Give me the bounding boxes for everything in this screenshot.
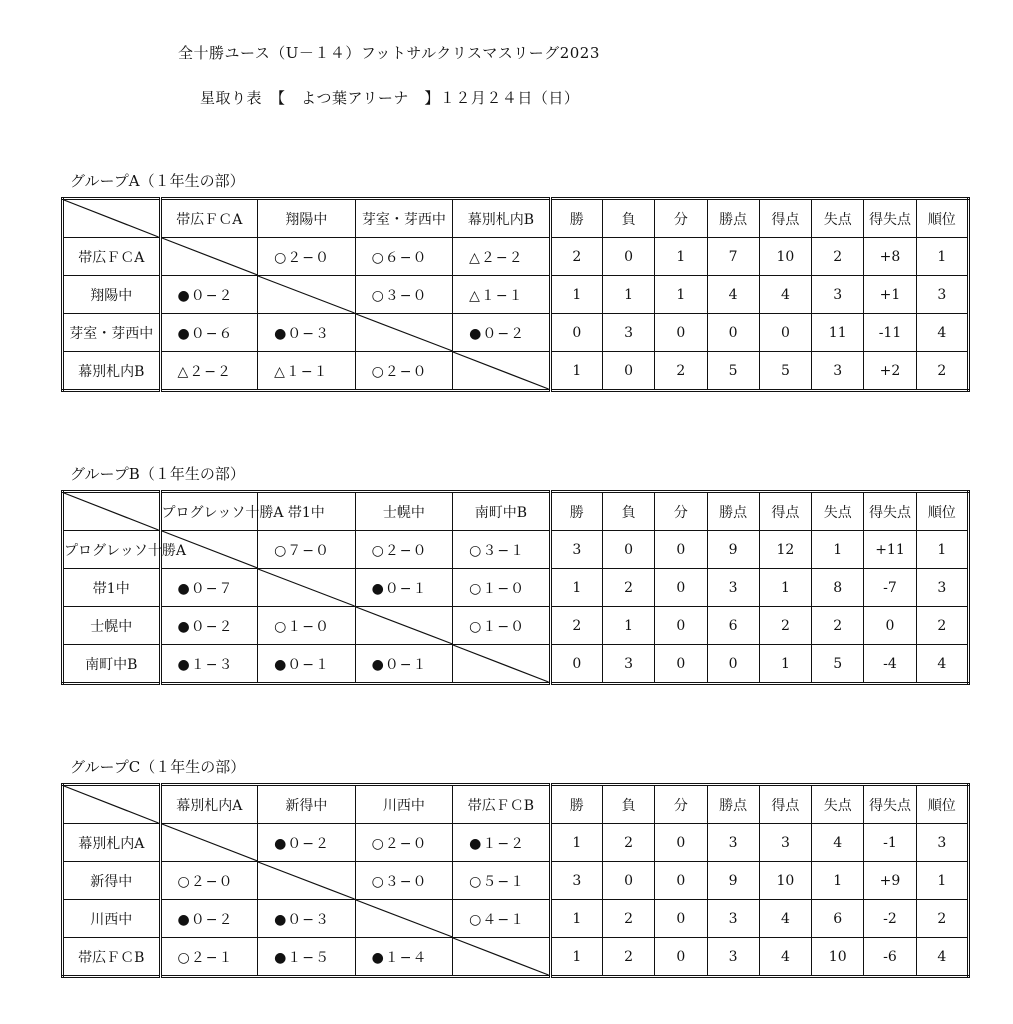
stat-value: 1	[812, 531, 864, 569]
group-label: グループB（１年生の部）	[70, 465, 245, 483]
team-name: 南町中B	[63, 645, 161, 684]
stat-value: +1	[864, 276, 916, 314]
match-result: △２−２	[453, 238, 551, 276]
stat-value: 2	[916, 900, 968, 938]
stat-value: 0	[759, 314, 811, 352]
stat-value: 1	[550, 569, 602, 607]
stat-value: 0	[602, 238, 654, 276]
stat-value: 2	[602, 824, 654, 862]
stat-value: 2	[759, 607, 811, 645]
stat-value: 3	[707, 569, 759, 607]
stat-value: 4	[916, 645, 968, 684]
stat-value: 3	[812, 352, 864, 391]
table-row	[63, 531, 969, 569]
match-result: ●０−６	[160, 314, 258, 352]
match-result: ●０−７	[160, 569, 258, 607]
stat-value: 1	[550, 938, 602, 977]
match-result: ○３−１	[453, 531, 551, 569]
team-header: プログレッソ十勝A	[160, 492, 258, 531]
team-name: 川西中	[63, 900, 161, 938]
stat-value: 0	[602, 862, 654, 900]
stat-value: 0	[864, 607, 916, 645]
stat-header: 順位	[916, 785, 968, 824]
stat-value: 1	[916, 862, 968, 900]
stat-header: 得点	[759, 785, 811, 824]
stat-value: 0	[550, 645, 602, 684]
stat-value: 4	[707, 276, 759, 314]
match-result: ○２−０	[355, 824, 453, 862]
stat-value: 3	[707, 824, 759, 862]
self-match-cell	[355, 314, 453, 352]
stat-value: +11	[864, 531, 916, 569]
stat-header: 負	[602, 785, 654, 824]
stat-value: 10	[759, 862, 811, 900]
stat-value: 5	[812, 645, 864, 684]
stat-value: 3	[812, 276, 864, 314]
stat-header: 失点	[812, 199, 864, 238]
self-match-cell	[258, 276, 356, 314]
self-match-cell	[453, 645, 551, 684]
match-result: ○１−０	[453, 569, 551, 607]
team-name: 帯広ＦＣB	[63, 938, 161, 977]
table-row	[63, 900, 969, 938]
self-match-cell	[258, 569, 356, 607]
stat-value: 1	[759, 569, 811, 607]
document-title: 全十勝ユース（U－１４）フットサルクリスマスリーグ2023	[178, 44, 600, 62]
stat-value: 1	[602, 276, 654, 314]
stat-header: 得失点	[864, 199, 916, 238]
league-table	[61, 783, 970, 978]
stat-header: 勝	[550, 785, 602, 824]
team-name: 芽室・芽西中	[63, 314, 161, 352]
stat-value: 3	[550, 531, 602, 569]
table-row	[63, 352, 969, 391]
stat-value: 1	[655, 238, 707, 276]
match-result: ○４−１	[453, 900, 551, 938]
stat-value: 3	[602, 645, 654, 684]
stat-value: 3	[916, 824, 968, 862]
table-row	[63, 276, 969, 314]
team-name: 士幌中	[63, 607, 161, 645]
stat-header: 分	[655, 199, 707, 238]
stat-value: 1	[550, 824, 602, 862]
stat-header: 勝点	[707, 492, 759, 531]
match-result: ●０−２	[160, 607, 258, 645]
stat-value: 0	[655, 824, 707, 862]
stat-value: +9	[864, 862, 916, 900]
match-result: ○７−０	[258, 531, 356, 569]
stat-value: 9	[707, 531, 759, 569]
stat-value: 1	[550, 276, 602, 314]
stat-value: 9	[707, 862, 759, 900]
team-name: 幕別札内A	[63, 824, 161, 862]
match-result: ●０−１	[355, 569, 453, 607]
table-row	[63, 314, 969, 352]
stat-value: 3	[916, 569, 968, 607]
stat-value: -4	[864, 645, 916, 684]
table-row	[63, 862, 969, 900]
match-result: ●０−１	[258, 645, 356, 684]
stat-header: 得失点	[864, 785, 916, 824]
stat-value: 6	[707, 607, 759, 645]
stat-value: 1	[602, 607, 654, 645]
stat-value: 1	[655, 276, 707, 314]
stat-value: 2	[812, 238, 864, 276]
stat-value: 0	[655, 531, 707, 569]
match-result: ●０−２	[160, 276, 258, 314]
stat-value: 0	[602, 531, 654, 569]
match-result: ○２−０	[258, 238, 356, 276]
stat-value: 2	[916, 352, 968, 391]
stat-value: 0	[655, 645, 707, 684]
match-result: ●０−２	[453, 314, 551, 352]
match-result: △１−１	[453, 276, 551, 314]
team-name: 幕別札内B	[63, 352, 161, 391]
table-row	[63, 824, 969, 862]
table-row	[63, 607, 969, 645]
stat-value: 1	[916, 238, 968, 276]
stat-value: 2	[602, 938, 654, 977]
self-match-cell	[160, 238, 258, 276]
match-result: ●０−１	[355, 645, 453, 684]
match-result: ○２−０	[355, 352, 453, 391]
team-header: 幕別札内A	[160, 785, 258, 824]
stat-value: 2	[655, 352, 707, 391]
match-result: ●１−３	[160, 645, 258, 684]
stat-value: 8	[812, 569, 864, 607]
team-name: 翔陽中	[63, 276, 161, 314]
stat-value: 0	[655, 569, 707, 607]
stat-value: 4	[916, 314, 968, 352]
league-table	[61, 490, 970, 685]
header-row	[63, 199, 969, 238]
team-header: 翔陽中	[258, 199, 356, 238]
stat-header: 得点	[759, 492, 811, 531]
stat-value: -2	[864, 900, 916, 938]
stat-value: +2	[864, 352, 916, 391]
team-header: 帯広ＦＣB	[453, 785, 551, 824]
stat-value: -11	[864, 314, 916, 352]
stat-value: 4	[812, 824, 864, 862]
stat-value: 0	[602, 352, 654, 391]
team-header: 芽室・芽西中	[355, 199, 453, 238]
stat-header: 勝点	[707, 199, 759, 238]
stat-value: 1	[550, 900, 602, 938]
stat-value: 2	[602, 569, 654, 607]
match-result: △２−２	[160, 352, 258, 391]
table-row	[63, 238, 969, 276]
stat-header: 勝	[550, 492, 602, 531]
stat-value: 2	[812, 607, 864, 645]
match-result: ○６−０	[355, 238, 453, 276]
stat-value: 7	[707, 238, 759, 276]
self-match-cell	[355, 900, 453, 938]
team-name: 帯1中	[63, 569, 161, 607]
stat-value: -6	[864, 938, 916, 977]
match-result: ○１−０	[453, 607, 551, 645]
match-result: △１−１	[258, 352, 356, 391]
stat-value: 4	[759, 900, 811, 938]
corner-cell	[63, 785, 161, 824]
team-header: 帯広ＦＣA	[160, 199, 258, 238]
document-subtitle: 星取り表 【 よつ葉アリーナ 】１２月２４日（日）	[200, 89, 580, 107]
header-row	[63, 492, 969, 531]
match-result: ●０−３	[258, 900, 356, 938]
stat-value: 4	[916, 938, 968, 977]
self-match-cell	[453, 938, 551, 977]
stat-value: 2	[916, 607, 968, 645]
stat-header: 得点	[759, 199, 811, 238]
stat-value: 2	[602, 900, 654, 938]
self-match-cell	[160, 531, 258, 569]
match-result: ●０−２	[258, 824, 356, 862]
stat-value: 0	[550, 314, 602, 352]
self-match-cell	[258, 862, 356, 900]
stat-value: 4	[759, 938, 811, 977]
team-header: 幕別札内B	[453, 199, 551, 238]
stat-value: 1	[550, 352, 602, 391]
self-match-cell	[453, 352, 551, 391]
stat-value: 0	[655, 862, 707, 900]
stat-value: +8	[864, 238, 916, 276]
table-row	[63, 645, 969, 684]
stat-value: 4	[759, 276, 811, 314]
stat-header: 順位	[916, 492, 968, 531]
stat-header: 順位	[916, 199, 968, 238]
stat-header: 負	[602, 199, 654, 238]
stat-value: 6	[812, 900, 864, 938]
league-table	[61, 197, 970, 392]
group-label: グループA（１年生の部）	[70, 172, 245, 190]
stat-value: -1	[864, 824, 916, 862]
team-header: 士幌中	[355, 492, 453, 531]
match-result: ○３−０	[355, 276, 453, 314]
stat-value: 3	[550, 862, 602, 900]
self-match-cell	[355, 607, 453, 645]
stat-value: 2	[550, 238, 602, 276]
stat-value: -7	[864, 569, 916, 607]
stat-value: 0	[655, 607, 707, 645]
stat-value: 10	[812, 938, 864, 977]
stat-header: 得失点	[864, 492, 916, 531]
stat-value: 3	[707, 938, 759, 977]
header-row	[63, 785, 969, 824]
stat-value: 0	[655, 938, 707, 977]
match-result: ●１−５	[258, 938, 356, 977]
stat-header: 負	[602, 492, 654, 531]
team-name: プログレッソ十勝A	[63, 531, 161, 569]
stat-value: 0	[707, 314, 759, 352]
stat-header: 勝点	[707, 785, 759, 824]
stat-value: 0	[655, 900, 707, 938]
match-result: ○２−１	[160, 938, 258, 977]
table-row	[63, 938, 969, 977]
corner-cell	[63, 199, 161, 238]
team-header: 南町中B	[453, 492, 551, 531]
match-result: ○２−０	[160, 862, 258, 900]
stat-value: 1	[916, 531, 968, 569]
stat-value: 5	[759, 352, 811, 391]
stat-value: 1	[812, 862, 864, 900]
stat-header: 失点	[812, 492, 864, 531]
stat-value: 5	[707, 352, 759, 391]
match-result: ○３−０	[355, 862, 453, 900]
match-result: ●０−２	[160, 900, 258, 938]
stat-value: 3	[707, 900, 759, 938]
team-name: 帯広ＦＣA	[63, 238, 161, 276]
match-result: ○２−０	[355, 531, 453, 569]
stat-value: 12	[759, 531, 811, 569]
team-header: 新得中	[258, 785, 356, 824]
stat-header: 勝	[550, 199, 602, 238]
team-name: 新得中	[63, 862, 161, 900]
self-match-cell	[160, 824, 258, 862]
match-result: ●０−３	[258, 314, 356, 352]
stat-value: 11	[812, 314, 864, 352]
corner-cell	[63, 492, 161, 531]
match-result: ○１−０	[258, 607, 356, 645]
stat-value: 0	[655, 314, 707, 352]
stat-value: 1	[759, 645, 811, 684]
team-header: 川西中	[355, 785, 453, 824]
stat-value: 2	[550, 607, 602, 645]
stat-header: 失点	[812, 785, 864, 824]
team-header: 帯1中	[258, 492, 356, 531]
stat-value: 3	[602, 314, 654, 352]
table-row	[63, 569, 969, 607]
stat-value: 0	[707, 645, 759, 684]
group-label: グループC（１年生の部）	[70, 758, 246, 776]
stat-value: 10	[759, 238, 811, 276]
match-result: ●１−４	[355, 938, 453, 977]
stat-value: 3	[916, 276, 968, 314]
match-result: ●１−２	[453, 824, 551, 862]
stat-header: 分	[655, 785, 707, 824]
stat-header: 分	[655, 492, 707, 531]
stat-value: 3	[759, 824, 811, 862]
match-result: ○５−１	[453, 862, 551, 900]
